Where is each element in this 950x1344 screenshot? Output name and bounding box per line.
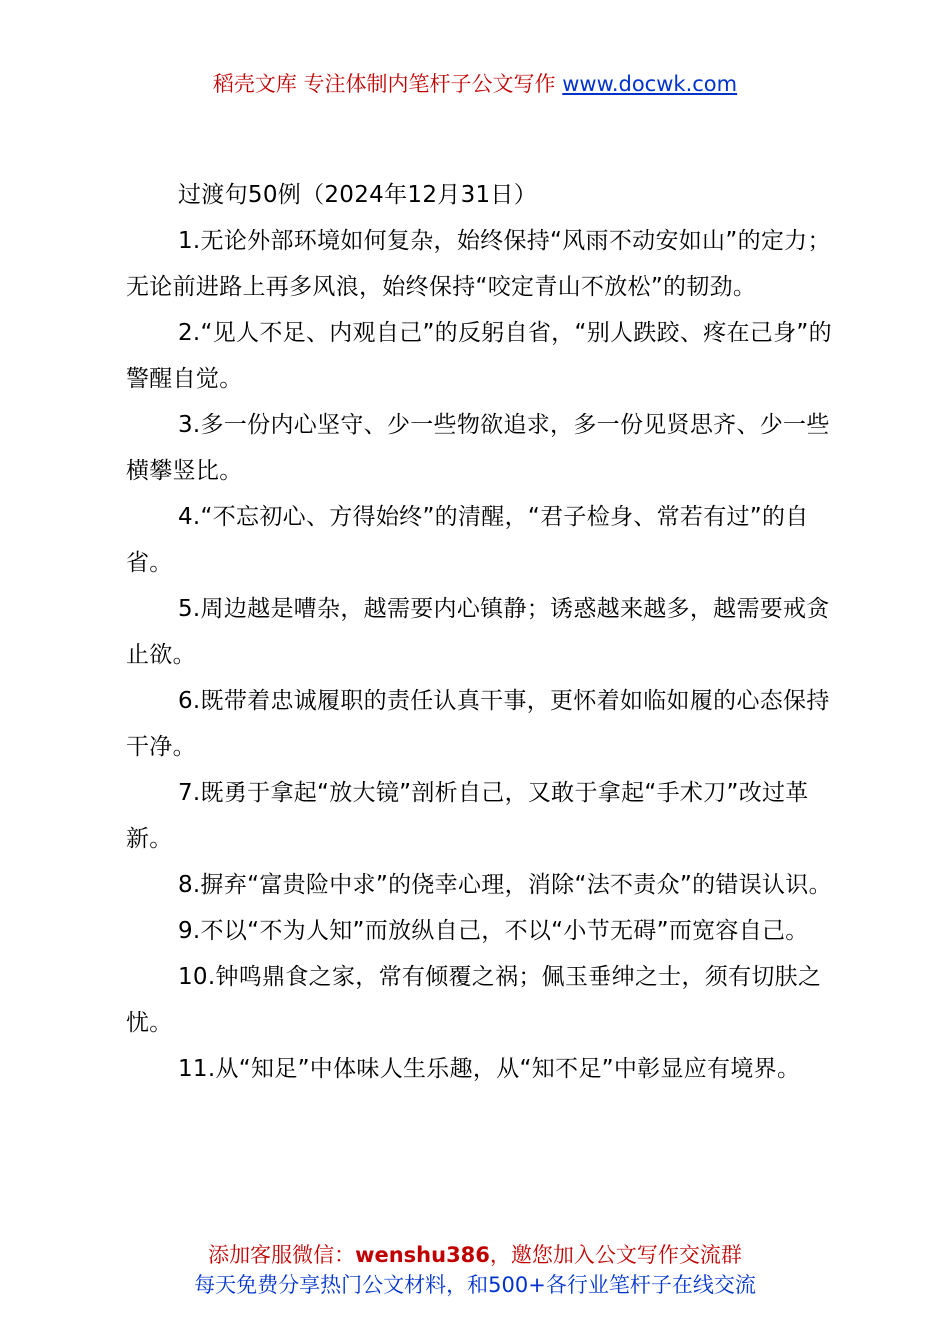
document-body [126,172,838,1092]
list-item: 10.钟鸣鼎食之家，常有倾覆之祸；佩玉垂绅之士，须有切肤之忧。 [126,964,822,1036]
footer-contact-line [0,1240,950,1270]
page-header [0,70,950,98]
footer-contact-prefix: 添加客服微信： [208,1243,356,1267]
page-footer [0,1240,950,1300]
footer-promo-line: 每天免费分享热门公文材料，和500+各行业笔杆子在线交流 [194,1273,756,1297]
list-item: 7.既勇于拿起“放大镜”剖析自己，又敢于拿起“手术刀”改过革新。 [126,780,809,852]
list-item: 6.既带着忠诚履职的责任认真干事，更怀着如临如履的心态保持干净。 [126,688,830,760]
list-item: 1.无论外部环境如何复杂，始终保持“风雨不动安如山”的定力；无论前进路上再多风浪，始终保持“咬定青山不放松”的韧劲。 [126,228,831,300]
list-item: 9.不以“不为人知”而放纵自己，不以“小节无碍”而宽容自己。 [178,918,809,944]
list-item: 8.摒弃“富贵险中求”的侥幸心理，消除“法不责众”的错误认识。 [178,872,832,898]
list-item: 5.周边越是嘈杂，越需要内心镇静；诱惑越来越多，越需要戒贪止欲。 [126,596,830,668]
list-item: 11.从“知足”中体味人生乐趣，从“知不足”中彰显应有境界。 [178,1056,801,1082]
site-link[interactable]: www.docwk.com [562,72,738,96]
document-title: 过渡句50例（2024年12月31日） [178,182,538,208]
list-item: 4.“不忘初心、方得始终”的清醒，“君子检身、常若有过”的自省。 [126,504,809,576]
footer-contact-suffix: ，邀您加入公文写作交流群 [489,1243,742,1267]
list-item: 2.“见人不足、内观自己”的反躬自省，“别人跌跤、疼在己身”的警醒自觉。 [126,320,832,392]
wechat-id: wenshu386 [355,1243,490,1267]
header-text: 稻壳文库 专注体制内笔杆子公文写作 [212,72,563,96]
list-item: 3.多一份内心坚守、少一些物欲追求，多一份见贤思齐、少一些横攀竖比。 [126,412,830,484]
